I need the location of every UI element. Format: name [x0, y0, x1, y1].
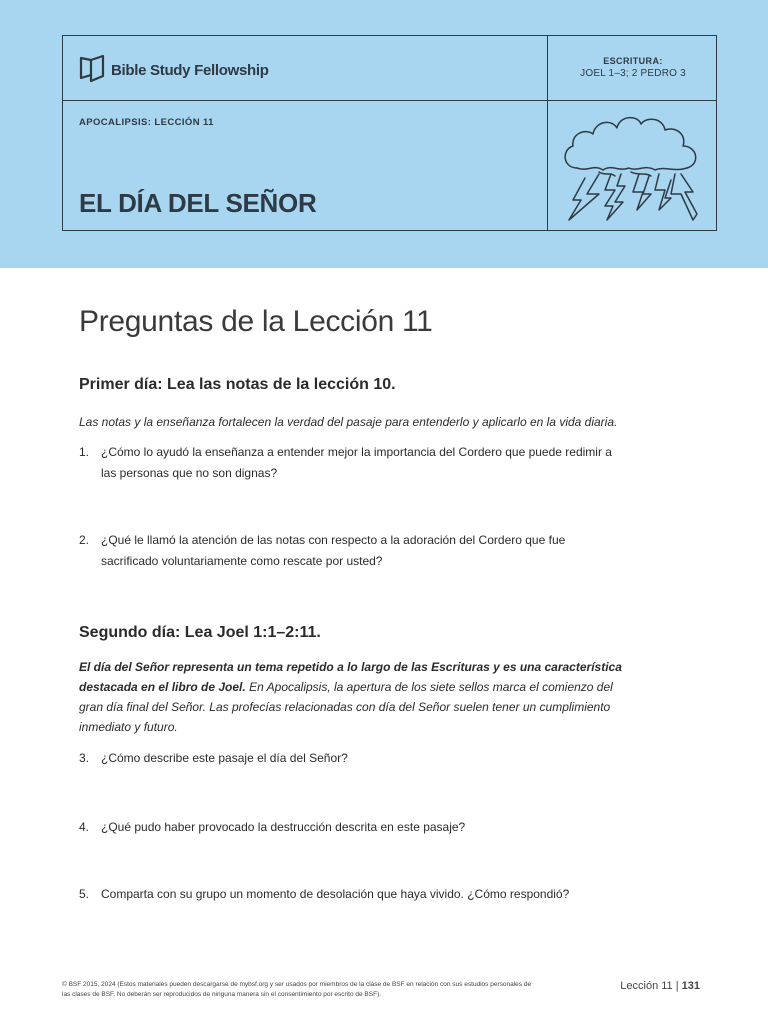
section-heading: Segundo día: Lea Joel 1:1–2:11. — [79, 624, 321, 641]
question-number: 5. — [79, 887, 90, 901]
page-number-value: 131 — [681, 980, 700, 992]
question-number: 4. — [79, 820, 90, 834]
open-book-icon — [79, 54, 105, 87]
section-heading: Primer día: Lea las notas de la lección 10. — [79, 376, 396, 393]
lesson-title: EL DÍA DEL SEÑOR — [79, 188, 317, 218]
bsf-logo — [79, 54, 269, 87]
question-item — [79, 442, 624, 484]
question-item — [79, 817, 624, 838]
question-text: Comparta con su grupo un momento de desolación que haya vivido. ¿Cómo respondió? — [101, 887, 570, 901]
lesson-label: Lección 11 | — [620, 980, 679, 992]
divider — [63, 100, 716, 101]
divider — [547, 36, 548, 230]
lesson-kicker: APOCALIPSIS: LECCIÓN 11 — [79, 117, 214, 128]
header-banner — [0, 0, 768, 268]
section-intro: Las notas y la enseñanza fortalecen la verdad del pasaje para entenderlo y aplicarlo en la vida diaria. — [79, 415, 618, 429]
storm-cloud-lightning-icon — [559, 110, 709, 227]
section-intro — [79, 657, 639, 737]
question-item — [79, 748, 624, 769]
header-frame — [62, 35, 717, 231]
scripture-box — [549, 56, 717, 79]
section-intro-rest: En Apocalipsis, la apertura de los siete sellos marca el comienzo del gran día final del Señor. Las profecías relacionadas con día del Señor suelen tener un cumplimiento inmediato y futuro. — [79, 680, 613, 734]
question-number: 3. — [79, 751, 90, 765]
question-text: ¿Qué pudo haber provocado la destrucción descrita en este pasaje? — [101, 820, 466, 834]
question-number: 2. — [79, 533, 90, 547]
section-intro-bold: El día del Señor representa un tema repetido a lo largo de las Escrituras y es una característica destacada en el libro de Joel. — [79, 660, 622, 694]
question-text: ¿Cómo lo ayudó la enseñanza a entender mejor la importancia del Cordero que puede redimir a las personas que no son dignas? — [101, 445, 612, 480]
page-number — [620, 980, 700, 992]
question-text: ¿Cómo describe este pasaje el día del Señor? — [101, 751, 348, 765]
scripture-reference: JOEL 1–3; 2 PEDRO 3 — [580, 68, 686, 79]
logo-text: Bible Study Fellowship — [111, 62, 269, 79]
page-title: Preguntas de la Lección 11 — [79, 305, 433, 338]
copyright-notice: © BSF 2015, 2024 (Estos materiales pueden descargarse de mybsf.org y ser usados por miembros de la clase de BSF en relación con sus estudios personales de las clases de BSF. No deberán ser reproducidos de ninguna manera sin el consentimiento por escrito de BSF). — [62, 981, 532, 998]
question-number: 1. — [79, 445, 90, 459]
question-item — [79, 884, 624, 905]
scripture-label: ESCRITURA: — [603, 56, 663, 66]
question-item — [79, 530, 624, 572]
question-text: ¿Qué le llamó la atención de las notas con respecto a la adoración del Cordero que fue sacrificado voluntariamente como rescate por usted? — [101, 533, 566, 568]
